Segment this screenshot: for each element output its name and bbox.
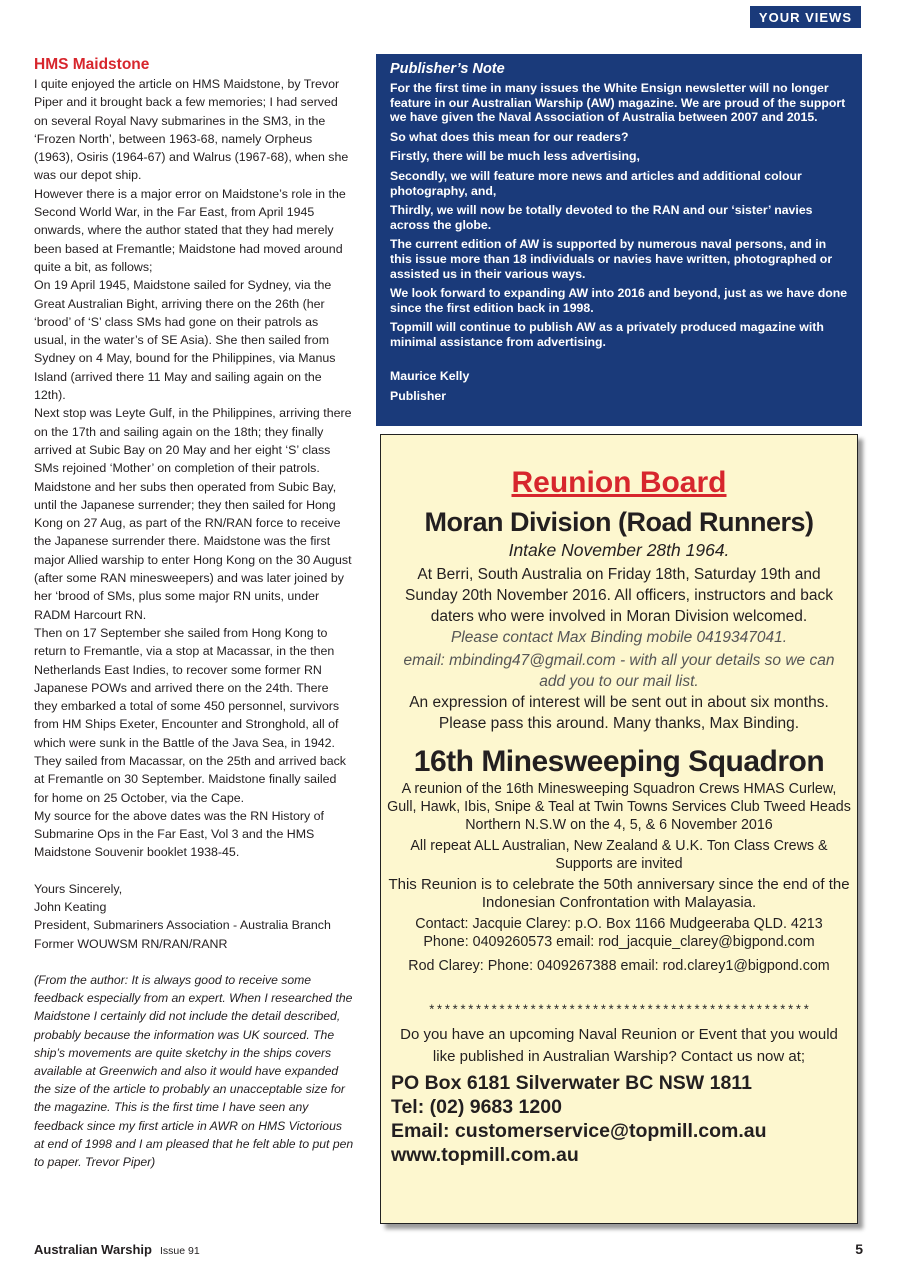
letter-signoff: Yours Sincerely, bbox=[34, 881, 123, 896]
moran-details: At Berri, South Australia on Friday 18th, Saturday 19th and Sunday 20th November 2016. All officers, instructors and back daters who were involved in Moran Division welcomed. bbox=[405, 566, 833, 625]
telephone: Tel: (02) 9683 1200 bbox=[391, 1096, 562, 1118]
contact-email[interactable]: Email: customerservice@topmill.com.au bbox=[391, 1120, 767, 1142]
topmill-contact-block bbox=[381, 1071, 857, 1167]
publishers-note-paragraph: So what does this mean for our readers? bbox=[390, 129, 629, 144]
publishers-note-paragraph: We look forward to expanding AW into 2016 and beyond, just as we have done since the first edition back in 1998. bbox=[390, 286, 848, 315]
reunion-board bbox=[380, 434, 858, 1224]
publishers-note-box bbox=[376, 54, 862, 426]
footer-magazine bbox=[34, 1242, 200, 1257]
letter-paragraph: I quite enjoyed the article on HMS Maidstone, by Trevor Piper and it brought back a few memories; I had served on several Royal Navy submarines in the SM3, in the ‘Frozen North’, between 1963-68, namely Orpheus (1963), Osiris (1964-67) and Walrus (1967-68), when she was our depot ship. bbox=[34, 77, 349, 183]
author-reply: (From the author: It is always good to receive some feedback especially from an expert. When I researched the Maidstone I certainly did not include the detail described, probably because the information was UK sourced. The ship’s movements are quite sketchy in the ships covers available at Greenwich and also it would have expanded the size of the article to probably an unacceptable size for the magazine. This is the first time I have seen any feedback since my first article in AWR on HMS Victorious at end of 1998 and I am pleased that he felt able to put pen to paper. Trevor Piper) bbox=[34, 972, 354, 1169]
minesweeping-contact-address: Contact: Jacquie Clarey: p.O. Box 1166 Mudgeeraba QLD. 4213 bbox=[415, 916, 823, 932]
publishers-note-paragraph: Topmill will continue to publish AW as a privately produced magazine with minimal assistance from advertising. bbox=[390, 320, 824, 349]
moran-email: email: mbinding47@gmail.com - with all your details so we can add you to our mail list. bbox=[403, 652, 835, 690]
moran-intake: Intake November 28th 1964. bbox=[508, 540, 730, 560]
minesweeping-heading: 16th Minesweeping Squadron bbox=[413, 745, 825, 778]
letter-paragraph: On 19 April 1945, Maidstone sailed for Sydney, via the Great Australian Bight, arriving there on the 26th (her ‘brood’ of ‘S’ class SMs had gone on their patrols as usual, in the water’s of SE Asia). She then sailed from Sydney on 4 May, bound for the Philippines, via Manus Island (arrived there 11 May and sailing again on the 12th). bbox=[34, 278, 336, 403]
divider-stars: ************************************************* bbox=[427, 1003, 811, 1018]
section-tag: YOUR VIEWS bbox=[750, 6, 861, 28]
minesweeping-details: A reunion of the 16th Minesweeping Squadron Crews HMAS Curlew, Gull, Hawk, Ibis, Snipe & Teal at Twin Towns Services Club Tweed Heads Northern N.S.W on the 4, 5, & 6 November 2016 bbox=[387, 781, 851, 833]
publishers-note-paragraph: Firstly, there will be much less advertising, bbox=[390, 149, 640, 164]
letter-column bbox=[34, 56, 354, 1171]
minesweeping-invite: All repeat ALL Australian, New Zealand & U.K. Ton Class Crews & Supports are invited bbox=[410, 838, 828, 872]
moran-contact: Please contact Max Binding mobile 0419347041. bbox=[450, 629, 788, 646]
letter-paragraph: Next stop was Leyte Gulf, in the Philippines, arriving there on the 17th and sailing again on the 18th; they finally arrived at Subic Bay on 20 May and her eight ‘S’ class SMs rejoined ‘Mother’ on completion of their patrols. bbox=[34, 406, 352, 476]
letter-title: HMS Maidstone bbox=[34, 56, 150, 73]
minesweeping-contact-rod: Rod Clarey: Phone: 0409267388 email: rod.clarey1@bigpond.com bbox=[408, 958, 830, 974]
letter-author-role: President, Submariners Association - Australia Branch bbox=[34, 918, 331, 933]
po-box: PO Box 6181 Silverwater BC NSW 1811 bbox=[391, 1072, 752, 1094]
magazine-name: Australian Warship bbox=[34, 1242, 152, 1257]
letter-paragraph: They sailed from Macassar, on the 25th and arrived back at Fremantle on 30 September. Maidstone finally sailed for home on 25 October, via the Cape. bbox=[34, 753, 346, 805]
moran-division-heading: Moran Division (Road Runners) bbox=[424, 507, 814, 537]
letter-paragraph: Then on 17 September she sailed from Hong Kong to return to Fremantle, via a stop at Macassar, in the then Netherlands East Indies, to recover some former RN Japanese POWs and arrived there on the 24th. There they embarked a total of some 450 personnel, survivors from HM Ships Exeter, Encounter and Stronghold, all of which were sunk in the Battle of the Java Sea, in 1942. bbox=[34, 625, 340, 750]
letter-paragraph: However there is a major error on Maidstone’s role in the Second World War, in the Far East, from April 1945 onwards, where the author stated that they had merely been based at Fremantle; Maidstone had moved around quite a bit, as follows; bbox=[34, 186, 346, 274]
publisher-title: Publisher bbox=[390, 389, 447, 404]
letter-paragraph: Maidstone and her subs then operated from Subic Bay, until the Japanese surrender; they then sailed for Hong Kong on 27 Aug, as part of the RN/RAN force to receive the Japanese surrender there. Maidstone was the first major Allied warship to enter Hong Kong on the 30 August (after some RAN minesweepers) and was later joined by her ‘brood of SMs, plus some major RN units, under RADM Harcourt RN. bbox=[34, 479, 352, 622]
letter-author-name: John Keating bbox=[34, 900, 107, 915]
publishers-note-heading: Publisher’s Note bbox=[390, 61, 505, 77]
page-number: 5 bbox=[855, 1241, 863, 1257]
minesweeping-purpose: This Reunion is to celebrate the 50th anniversary since the end of the Indonesian Confrontation with Malayasia. bbox=[388, 876, 850, 911]
minesweeping-contact-phone: Phone: 0409260573 email: rod_jacquie_clarey@bigpond.com bbox=[423, 934, 815, 950]
moran-closing: An expression of interest will be sent out in about six months. Please pass this around. Many thanks, Max Binding. bbox=[409, 694, 829, 732]
letter-author-former-role: Former WOUWSM RN/RAN/RANR bbox=[34, 936, 228, 951]
publishers-note-paragraph: The current edition of AW is supported by numerous naval persons, and in this issue more than 18 individuals or navies have written, photographed or assisted us in their various ways. bbox=[390, 237, 833, 281]
letter-paragraph: My source for the above dates was the RN History of Submarine Ops in the Far East, Vol 3 and the HMS Maidstone Souvenir booklet 1938-45. bbox=[34, 808, 324, 860]
reunion-board-title: Reunion Board bbox=[511, 466, 727, 499]
publishers-note-paragraph: Thirdly, we will now be totally devoted to the RAN and our ‘sister’ navies across the globe. bbox=[390, 203, 813, 232]
issue-number: Issue 91 bbox=[159, 1245, 200, 1257]
publisher-name: Maurice Kelly bbox=[390, 368, 470, 383]
upcoming-event-prompt: Do you have an upcoming Naval Reunion or Event that you would like published in Australian Warship? Contact us now at; bbox=[400, 1026, 838, 1065]
website-link[interactable]: www.topmill.com.au bbox=[391, 1144, 579, 1166]
publishers-note-paragraph: Secondly, we will feature more news and articles and additional colour photography, and, bbox=[390, 168, 802, 198]
publishers-note-paragraph: For the first time in many issues the White Ensign newsletter will no longer feature in our Australian Warship (AW) magazine. We are proud of the support we have given the Naval Association of Australia between 2007 and 2015. bbox=[390, 81, 846, 125]
